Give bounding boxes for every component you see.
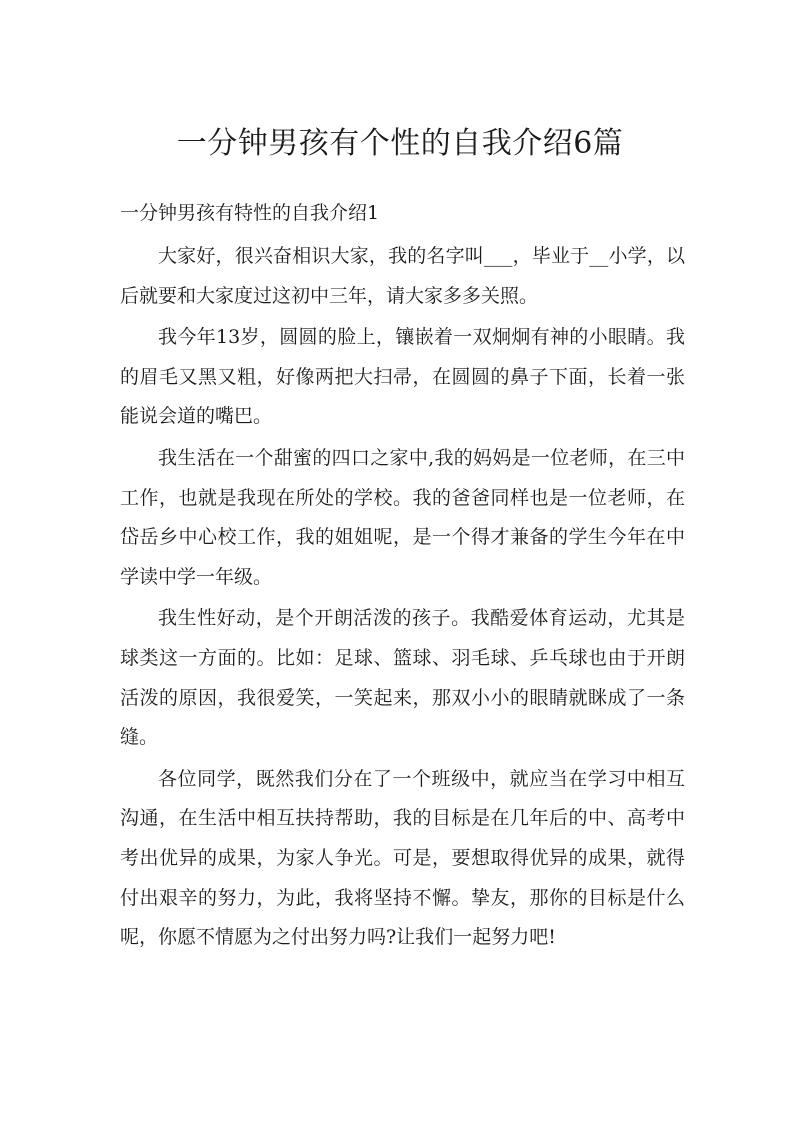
paragraph-family: 我生活在一个甜蜜的四口之家中,我的妈妈是一位老师，在三中工作，也就是我现在所处的学校。我的爸爸同样也是一位老师，在岱岳乡中心校工作，我的姐姐呢，是一个得才兼备的学生今年在中学读中学一年级。 bbox=[120, 446, 685, 588]
paragraph-greeting: 大家好，很兴奋相识大家，我的名字叫___，毕业于__小学，以后就要和大家度过这初中三年，请大家多多关照。 bbox=[120, 245, 685, 307]
document-title: 一分钟男孩有个性的自我介绍6篇 bbox=[176, 126, 624, 161]
paragraph-personality: 我生性好动，是个开朗活泼的孩子。我酷爱体育运动，尤其是球类这一方面的。比如：足球、篮球、羽毛球、乒乓球也由于开朗活泼的原因，我很爱笑，一笑起来，那双小小的眼睛就眯成了一条缝。 bbox=[120, 607, 685, 749]
paragraph-goals: 各位同学，既然我们分在了一个班级中，就应当在学习中相互沟通，在生活中相互扶持帮助，我的目标是在几年后的中、高考中考出优异的成果，为家人争光。可是，要想取得优异的成果，就得付出艰辛的努力，为此，我将坚持不懈。挚友，那你的目标是什么呢，你愿不情愿为之付出努力吗?让我们一起努力吧! bbox=[120, 767, 685, 949]
section-heading: 一分钟男孩有特性的自我介绍1 bbox=[120, 202, 380, 224]
document-body bbox=[120, 237, 685, 958]
paragraph-appearance: 我今年13岁，圆圆的脸上，镶嵌着一双炯炯有神的小眼睛。我的眉毛又黑又粗，好像两把大扫帚，在圆圆的鼻子下面，长着一张能说会道的嘴巴。 bbox=[120, 326, 685, 428]
